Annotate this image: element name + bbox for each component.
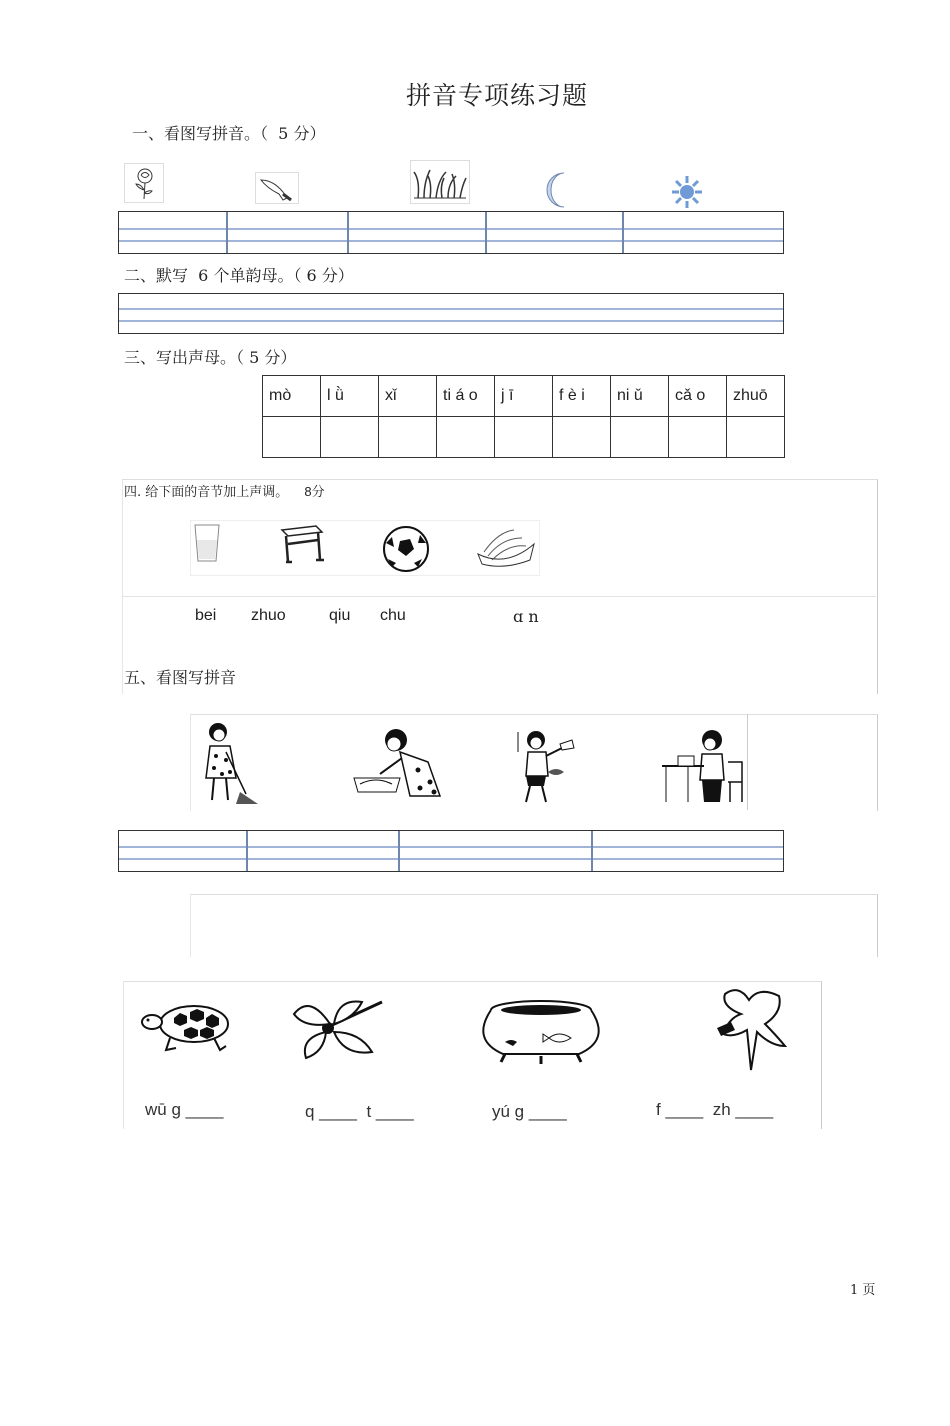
syllable-cell: zhuō — [727, 376, 785, 417]
section4-heading — [124, 481, 325, 500]
dragonfly-icon — [290, 996, 390, 1062]
glass-icon — [192, 522, 222, 564]
section5-heading: 五、看图写拼音 — [124, 668, 237, 687]
syllable-bei: bei — [195, 607, 217, 624]
section4-frame — [122, 479, 878, 694]
kite-icon — [705, 986, 795, 1082]
syllable-zhuo: zhuo — [251, 607, 286, 624]
page-title: 拼音专项练习题 — [405, 81, 588, 110]
answer-cell[interactable] — [321, 417, 379, 458]
page-number: 1 页 — [850, 1283, 876, 1298]
syllable-cell: xǐ — [379, 376, 437, 417]
answer-cell[interactable] — [379, 417, 437, 458]
turtle-pinyin-blank[interactable]: wū g ____ — [145, 1100, 224, 1119]
girl-sweeping-icon — [196, 718, 266, 806]
section4-divider — [122, 596, 876, 597]
girl-washing-icon — [350, 726, 446, 800]
syllable-row — [263, 376, 785, 417]
fishbowl-pinyin-blank[interactable]: yú g ____ — [492, 1102, 567, 1121]
answer-cell[interactable] — [669, 417, 727, 458]
answer-cell[interactable] — [263, 417, 321, 458]
answer-cell[interactable] — [495, 417, 553, 458]
empty-answer-frame[interactable] — [190, 894, 878, 957]
syllable-qiu: qiu — [329, 607, 351, 624]
section1-heading: 一、看图写拼音。（ 5 分） — [132, 124, 326, 143]
sun-icon — [671, 174, 703, 210]
shengmu-table — [262, 375, 785, 458]
grass-icon — [410, 160, 470, 204]
syllable-an: ɑ n — [513, 607, 539, 626]
syllable-cell: f è i — [553, 376, 611, 417]
fishbowl-icon — [475, 998, 609, 1064]
kite-pinyin-blank[interactable]: f ____ zh ____ — [656, 1100, 774, 1119]
syllable-cell: ti á o — [437, 376, 495, 417]
turtle-icon — [140, 998, 240, 1054]
answer-row — [263, 417, 785, 458]
section2-heading: 二、默写 6 个单韵母。（ 6 分） — [124, 266, 354, 285]
moon-icon — [544, 171, 574, 209]
answer-cell[interactable] — [553, 417, 611, 458]
boy-watering-icon — [514, 726, 584, 806]
section5-writing-grid[interactable] — [118, 830, 784, 872]
knife-icon — [255, 172, 299, 204]
answer-cell[interactable] — [611, 417, 669, 458]
answer-cell[interactable] — [437, 417, 495, 458]
syllable-cell: mò — [263, 376, 321, 417]
answer-cell[interactable] — [727, 417, 785, 458]
desk-icon — [276, 522, 326, 566]
syllable-cell: cǎ o — [669, 376, 727, 417]
syllable-cell: l ǜ — [321, 376, 379, 417]
syllable-chu: chu — [380, 607, 406, 624]
rose-icon — [124, 163, 164, 203]
section3-heading: 三、写出声母。（ 5 分） — [124, 348, 297, 367]
section4-heading-text: 四. 给下面的音节加上声调。 — [124, 485, 289, 500]
section4-score: 8分 — [304, 484, 325, 499]
syllable-cell: ni ǔ — [611, 376, 669, 417]
section2-writing-grid[interactable] — [118, 293, 784, 334]
section1-writing-grid[interactable] — [118, 211, 784, 254]
boy-studying-icon — [658, 726, 748, 806]
football-icon — [380, 525, 432, 573]
dragonfly-pinyin-blank[interactable]: q ____ t ____ — [305, 1102, 414, 1121]
syllable-cell: j ī — [495, 376, 553, 417]
boat-icon — [474, 526, 538, 572]
